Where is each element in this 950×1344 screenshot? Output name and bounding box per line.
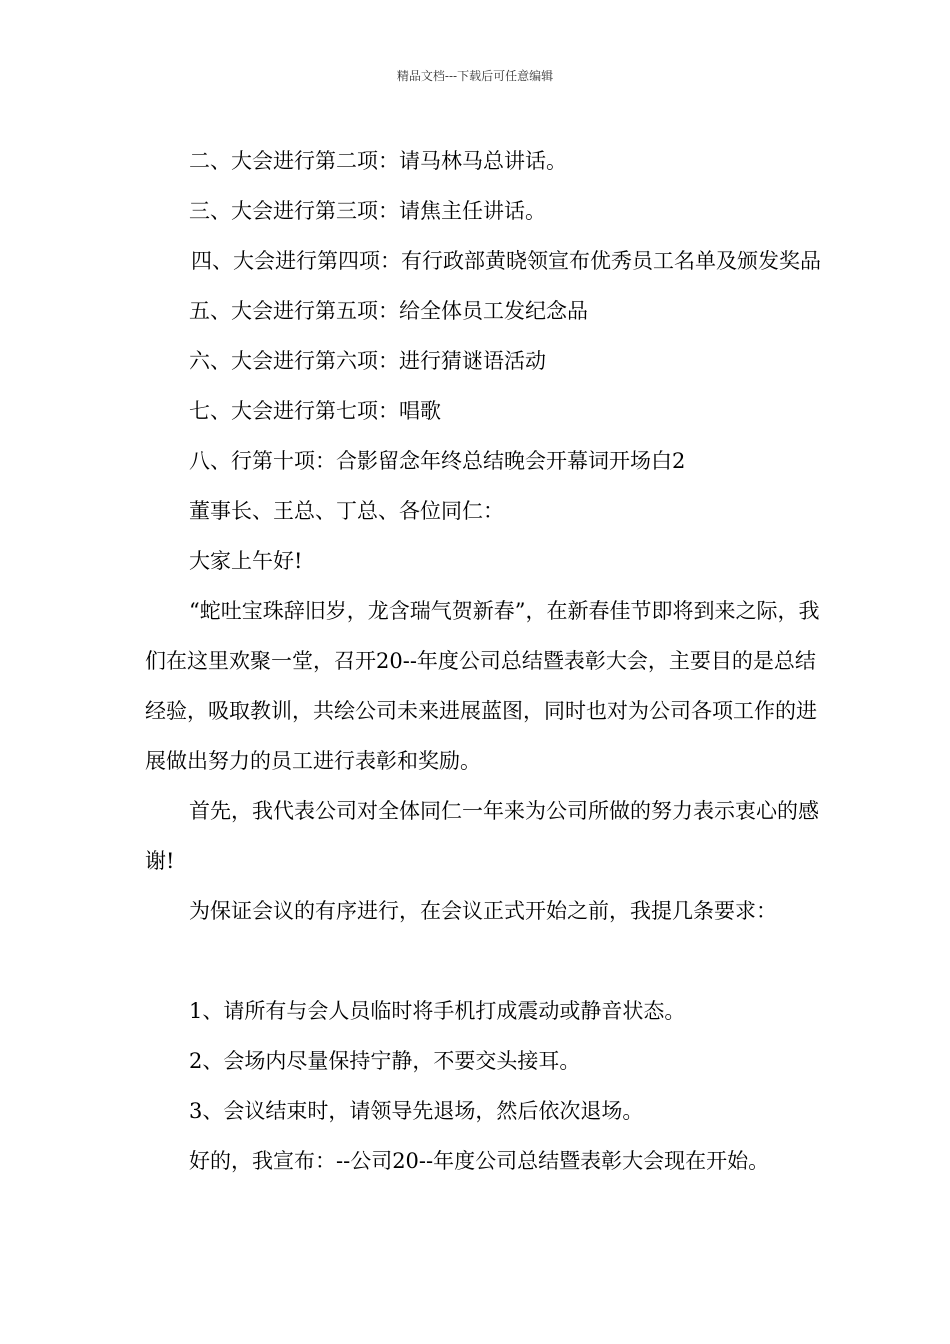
paragraph-item-7: 七、大会进行第七项：唱歌 bbox=[189, 399, 441, 423]
salutation: 董事长、王总、丁总、各位同仁： bbox=[189, 499, 504, 523]
paragraph-item-2: 二、大会进行第二项：请马林马总讲话。 bbox=[189, 149, 567, 173]
closing-announcement: 好的，我宣布：--公司20--年度公司总结暨表彰大会现在开始。 bbox=[189, 1149, 770, 1173]
thanks-paragraph: 首先，我代表公司对全体同仁一年来为公司所做的努力表示衷心的感谢! bbox=[145, 799, 819, 873]
requirement-item-2: 2、会场内尽量保持宁静，不要交头接耳。 bbox=[189, 1049, 581, 1073]
paragraph-item-3: 三、大会进行第三项：请焦主任讲话。 bbox=[189, 199, 546, 223]
paragraph-item-8: 八、行第十项：合影留念年终总结晚会开幕词开场白2 bbox=[189, 449, 686, 473]
opening-paragraph: “蛇吐宝珠辞旧岁，龙含瑞气贺新春”，在新春佳节即将到来之际，我们在这里欢聚一堂，召开20--年度公司总结暨表彰大会，主要目的是总结经验，吸取教训，共绘公司未来进展蓝图，同时也对为公司各项工作的进展做出努力的员工进行表彰和奖励。 bbox=[145, 599, 820, 773]
requirement-item-1: 1、请所有与会人员临时将手机打成震动或静音状态。 bbox=[189, 999, 686, 1023]
requirements-intro: 为保证会议的有序进行，在会议正式开始之前，我提几条要求： bbox=[189, 899, 777, 923]
page-header: 精品文档---下载后可任意编辑 bbox=[396, 69, 554, 83]
greeting: 大家上午好! bbox=[189, 549, 303, 573]
paragraph-item-6: 六、大会进行第六项：进行猜谜语活动 bbox=[189, 349, 546, 373]
document-body bbox=[145, 136, 825, 1186]
paragraph-item-5: 五、大会进行第五项：给全体员工发纪念品 bbox=[189, 299, 588, 323]
paragraph-spacer bbox=[145, 936, 825, 986]
paragraph-item-4: 四、大会进行第四项：有行政部黄晓领宣布优秀员工名单及颁发奖品 bbox=[191, 249, 821, 273]
requirement-item-3: 3、会议结束时，请领导先退场，然后依次退场。 bbox=[189, 1099, 644, 1123]
